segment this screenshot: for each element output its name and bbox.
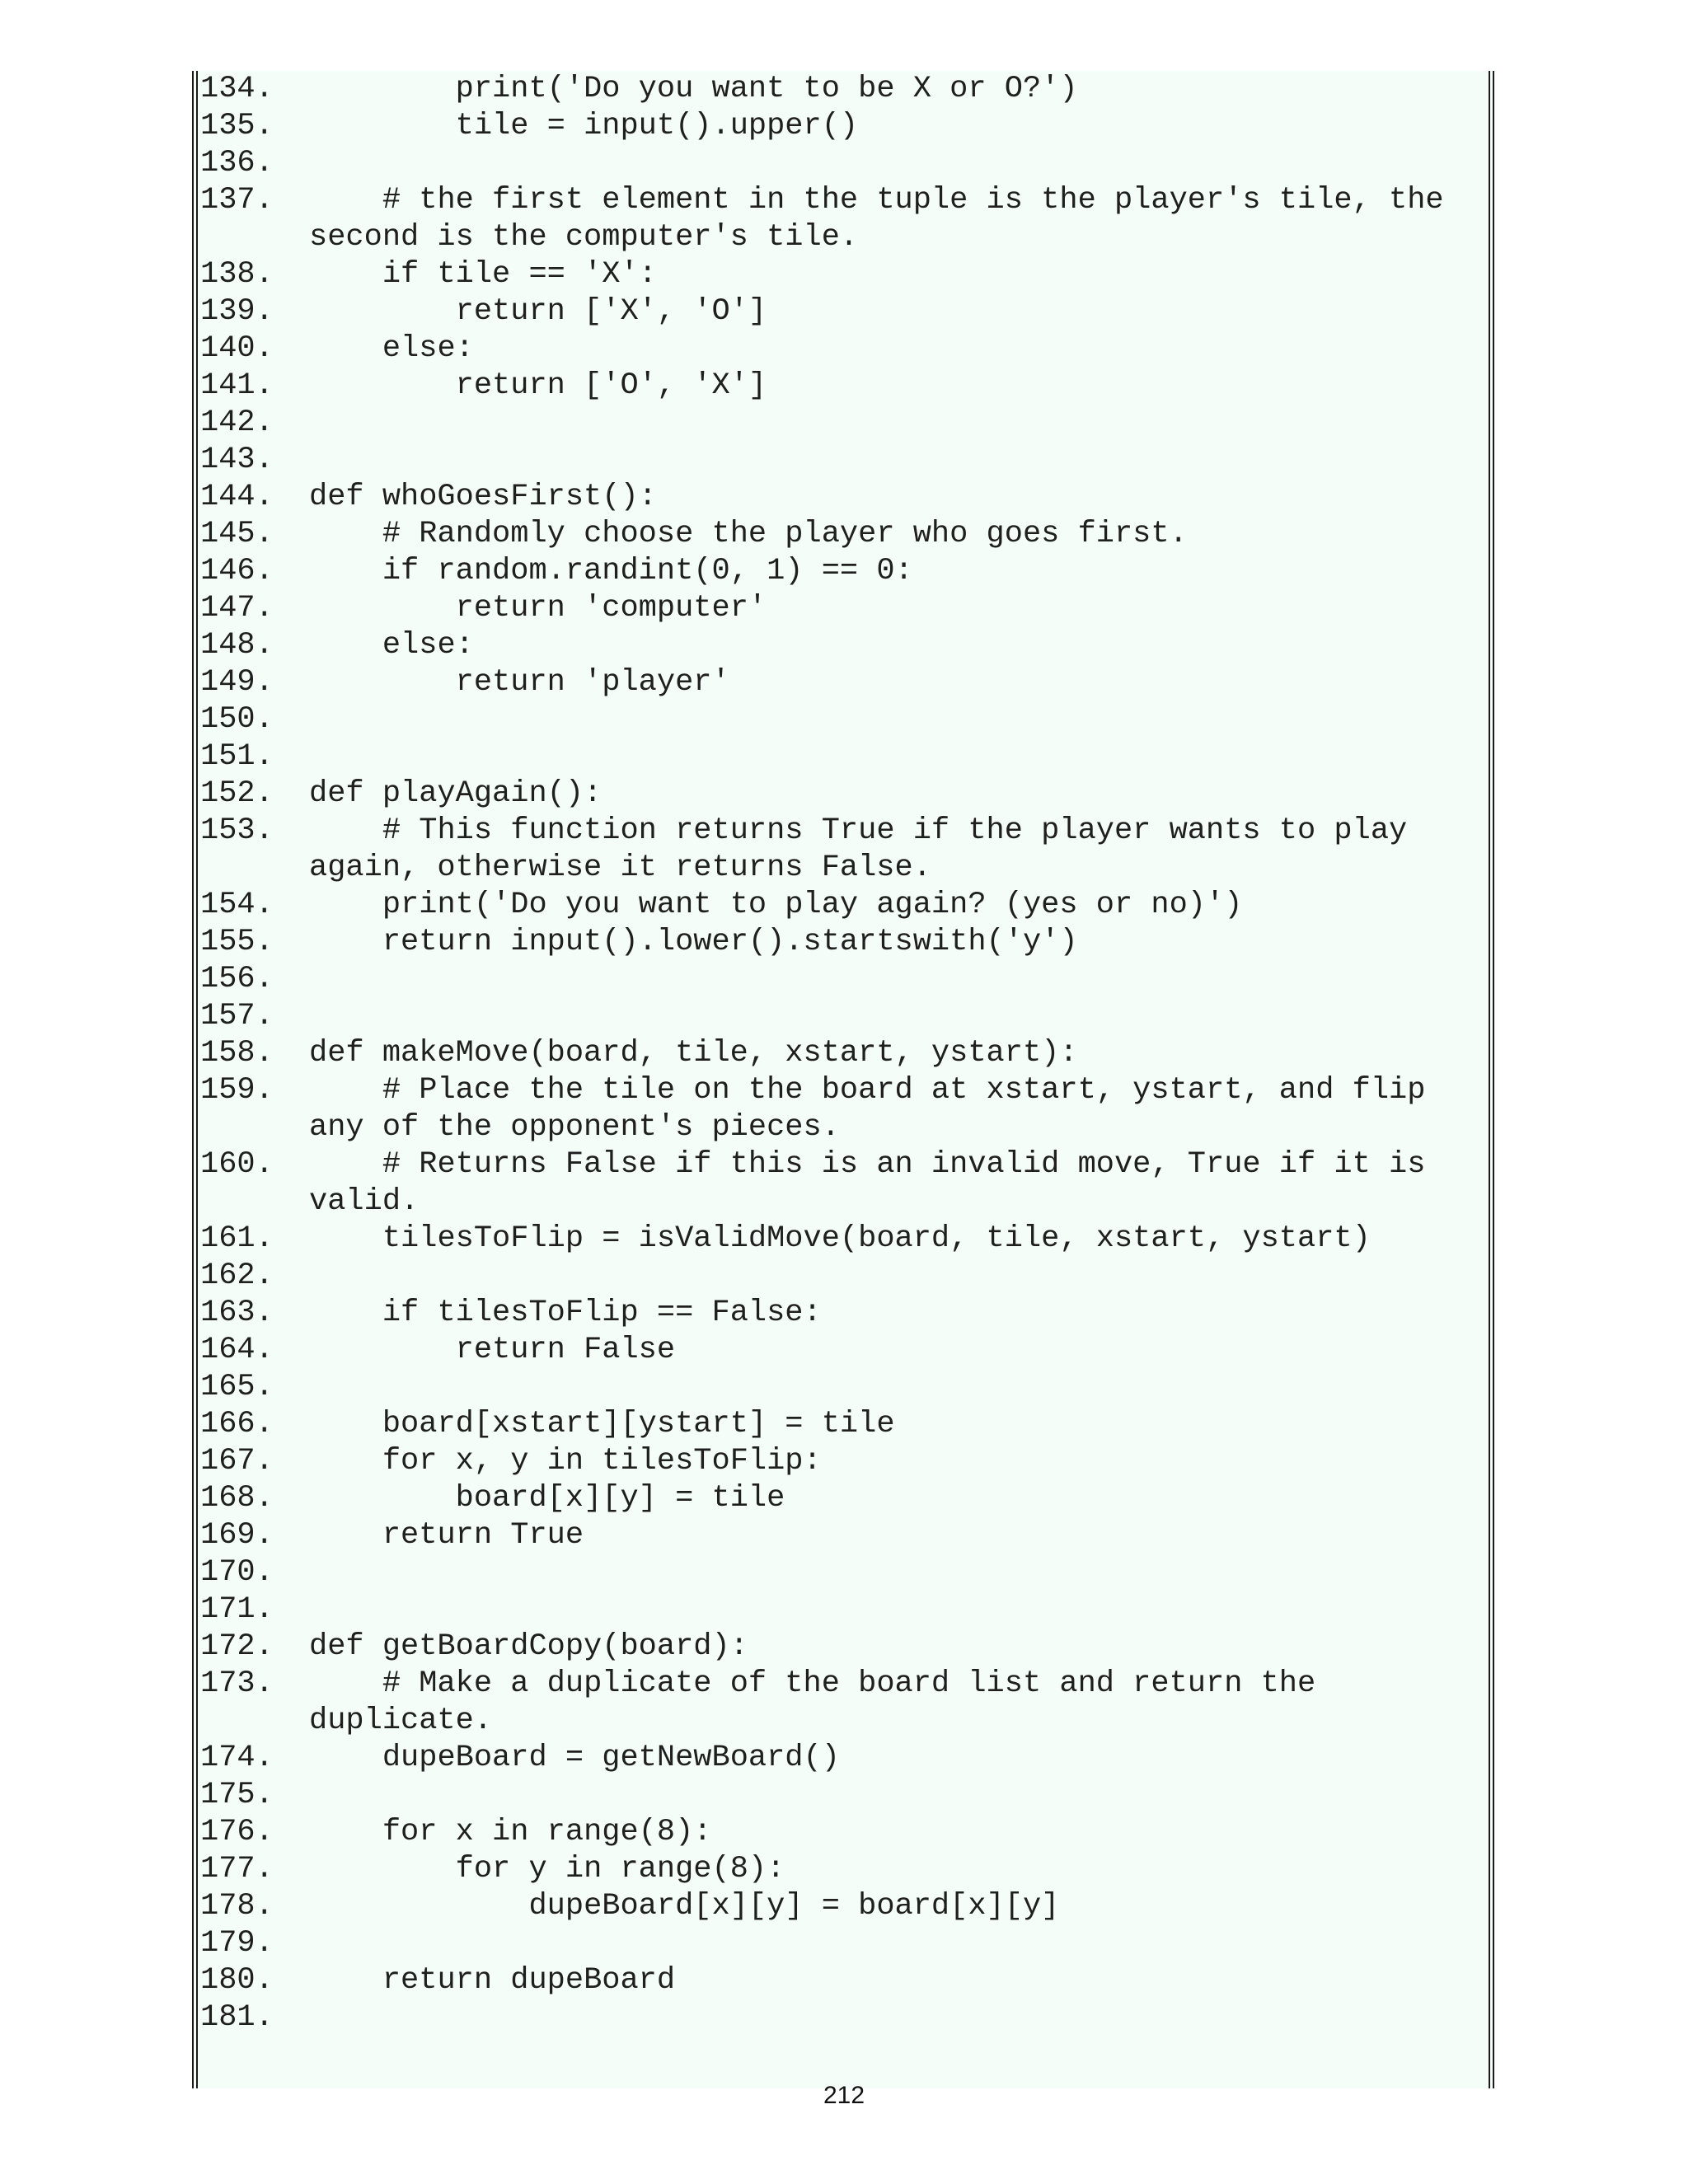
code-line — [198, 182, 1489, 256]
line-code — [309, 1591, 1456, 1629]
line-code — [309, 1777, 1456, 1814]
line-number: 143. — [200, 443, 274, 477]
code-line — [198, 1258, 1489, 1295]
code-line — [198, 664, 1489, 701]
line-code: # This function returns True if the player wants to play again, otherwise it returns False. — [309, 813, 1426, 885]
line-code — [309, 701, 1456, 738]
line-code: board[x][y] = tile — [309, 1481, 785, 1516]
line-number: 171. — [200, 1592, 274, 1627]
line-number: 162. — [200, 1258, 274, 1293]
code-line — [198, 479, 1489, 516]
code-line — [198, 368, 1489, 405]
line-code — [309, 1369, 1456, 1406]
line-number: 161. — [200, 1221, 274, 1256]
line-number: 139. — [200, 294, 274, 329]
line-code — [309, 145, 1456, 182]
line-number: 180. — [200, 1963, 274, 1998]
line-number: 159. — [200, 1073, 274, 1108]
line-number: 135. — [200, 109, 274, 143]
code-listing — [192, 71, 1494, 2088]
line-code — [309, 1999, 1456, 2036]
line-code: def playAgain(): — [309, 776, 603, 811]
line-number: 141. — [200, 368, 274, 403]
line-number: 173. — [200, 1666, 274, 1701]
code-line — [198, 776, 1489, 813]
line-code: return input().lower().startswith('y') — [309, 925, 1078, 959]
code-line — [198, 293, 1489, 330]
code-line — [198, 1035, 1489, 1072]
code-line — [198, 1072, 1489, 1146]
line-number: 177. — [200, 1852, 274, 1886]
line-number: 138. — [200, 257, 274, 292]
code-line — [198, 1814, 1489, 1851]
code-line — [198, 961, 1489, 998]
code-line — [198, 1369, 1489, 1406]
code-line — [198, 1295, 1489, 1332]
line-number: 166. — [200, 1407, 274, 1441]
line-number: 137. — [200, 183, 274, 218]
code-line — [198, 738, 1489, 776]
code-line — [198, 701, 1489, 738]
line-number: 147. — [200, 591, 274, 626]
line-code — [309, 998, 1456, 1035]
line-code: # the first element in the tuple is the player's tile, the second is the computer's tile. — [309, 183, 1462, 255]
code-line — [198, 813, 1489, 887]
line-code: else: — [309, 628, 474, 663]
code-line — [198, 108, 1489, 145]
line-code: dupeBoard = getNewBoard() — [309, 1741, 840, 1775]
line-code: if random.randint(0, 1) == 0: — [309, 554, 913, 588]
line-code — [309, 1925, 1456, 1962]
line-code: print('Do you want to play again? (yes or no)') — [309, 888, 1243, 922]
code-line — [198, 1591, 1489, 1629]
code-line — [198, 1146, 1489, 1221]
line-number: 176. — [200, 1815, 274, 1849]
line-number: 169. — [200, 1518, 274, 1553]
code-line — [198, 1554, 1489, 1591]
line-code: def makeMove(board, tile, xstart, ystart): — [309, 1036, 1078, 1071]
line-number: 144. — [200, 480, 274, 514]
line-number: 154. — [200, 888, 274, 922]
page-number: 212 — [823, 2082, 865, 2109]
line-number: 142. — [200, 405, 274, 440]
code-line — [198, 627, 1489, 664]
code-line — [198, 553, 1489, 590]
line-code: else: — [309, 331, 474, 366]
line-code: tilesToFlip = isValidMove(board, tile, xstart, ystart) — [309, 1221, 1371, 1256]
line-number: 149. — [200, 665, 274, 700]
line-number: 156. — [200, 962, 274, 996]
line-number: 170. — [200, 1555, 274, 1590]
line-code — [309, 405, 1456, 442]
code-line — [198, 1740, 1489, 1777]
line-number: 178. — [200, 1889, 274, 1924]
line-code: # Randomly choose the player who goes first. — [309, 517, 1188, 551]
line-code: if tilesToFlip == False: — [309, 1296, 822, 1330]
line-number: 165. — [200, 1370, 274, 1404]
line-number: 160. — [200, 1147, 274, 1182]
code-line — [198, 1962, 1489, 1999]
code-line — [198, 1517, 1489, 1554]
line-code: # Returns False if this is an invalid move, True if it is valid. — [309, 1147, 1444, 1219]
line-code: dupeBoard[x][y] = board[x][y] — [309, 1889, 1060, 1924]
code-line — [198, 590, 1489, 627]
line-code: for y in range(8): — [309, 1852, 785, 1886]
line-code: def getBoardCopy(board): — [309, 1629, 748, 1664]
line-code: return dupeBoard — [309, 1963, 676, 1998]
line-number: 153. — [200, 813, 274, 848]
line-code: board[xstart][ystart] = tile — [309, 1407, 895, 1441]
code-line — [198, 924, 1489, 961]
code-line — [198, 516, 1489, 553]
code-line — [198, 145, 1489, 182]
line-number: 167. — [200, 1444, 274, 1479]
line-number: 174. — [200, 1741, 274, 1775]
line-number: 175. — [200, 1778, 274, 1812]
line-number: 179. — [200, 1926, 274, 1961]
line-code — [309, 738, 1456, 776]
line-code: return 'computer' — [309, 591, 767, 626]
code-line — [198, 442, 1489, 479]
line-number: 152. — [200, 776, 274, 811]
code-line — [198, 1332, 1489, 1369]
line-code: # Make a duplicate of the board list and return the duplicate. — [309, 1666, 1334, 1738]
code-line — [198, 1443, 1489, 1480]
code-line — [198, 1666, 1489, 1740]
line-code: for x, y in tilesToFlip: — [309, 1444, 822, 1479]
line-code: if tile == 'X': — [309, 257, 657, 292]
code-line — [198, 1999, 1489, 2036]
code-line — [198, 1629, 1489, 1666]
line-number: 158. — [200, 1036, 274, 1071]
code-line — [198, 1851, 1489, 1888]
line-number: 163. — [200, 1296, 274, 1330]
line-number: 145. — [200, 517, 274, 551]
line-number: 164. — [200, 1333, 274, 1367]
code-lines — [198, 71, 1489, 2036]
code-line — [198, 405, 1489, 442]
line-number: 148. — [200, 628, 274, 663]
line-number: 146. — [200, 554, 274, 588]
line-code: return ['X', 'O'] — [309, 294, 767, 329]
code-line — [198, 887, 1489, 924]
code-line — [198, 1777, 1489, 1814]
line-code: print('Do you want to be X or O?') — [309, 72, 1078, 106]
line-code — [309, 1258, 1456, 1295]
line-code — [309, 961, 1456, 998]
line-number: 134. — [200, 72, 274, 106]
line-number: 181. — [200, 2000, 274, 2035]
line-number: 155. — [200, 925, 274, 959]
code-line — [198, 998, 1489, 1035]
line-code: for x in range(8): — [309, 1815, 712, 1849]
line-code: # Place the tile on the board at xstart, ystart, and flip any of the opponent's pieces. — [309, 1073, 1444, 1145]
line-code: return 'player' — [309, 665, 730, 700]
line-code: return False — [309, 1333, 676, 1367]
line-code: return True — [309, 1518, 584, 1553]
line-number: 136. — [200, 146, 274, 180]
line-number: 151. — [200, 739, 274, 774]
line-number: 168. — [200, 1481, 274, 1516]
line-number: 140. — [200, 331, 274, 366]
code-line — [198, 1221, 1489, 1258]
code-line — [198, 1406, 1489, 1443]
line-code — [309, 1554, 1456, 1591]
line-number: 157. — [200, 999, 274, 1033]
line-code: def whoGoesFirst(): — [309, 480, 657, 514]
line-code — [309, 442, 1456, 479]
code-line — [198, 1480, 1489, 1517]
code-line — [198, 256, 1489, 293]
code-line — [198, 71, 1489, 108]
line-number: 150. — [200, 702, 274, 737]
code-line — [198, 330, 1489, 368]
line-number: 172. — [200, 1629, 274, 1664]
code-line — [198, 1888, 1489, 1925]
line-code: tile = input().upper() — [309, 109, 859, 143]
code-line — [198, 1925, 1489, 1962]
line-code: return ['O', 'X'] — [309, 368, 767, 403]
